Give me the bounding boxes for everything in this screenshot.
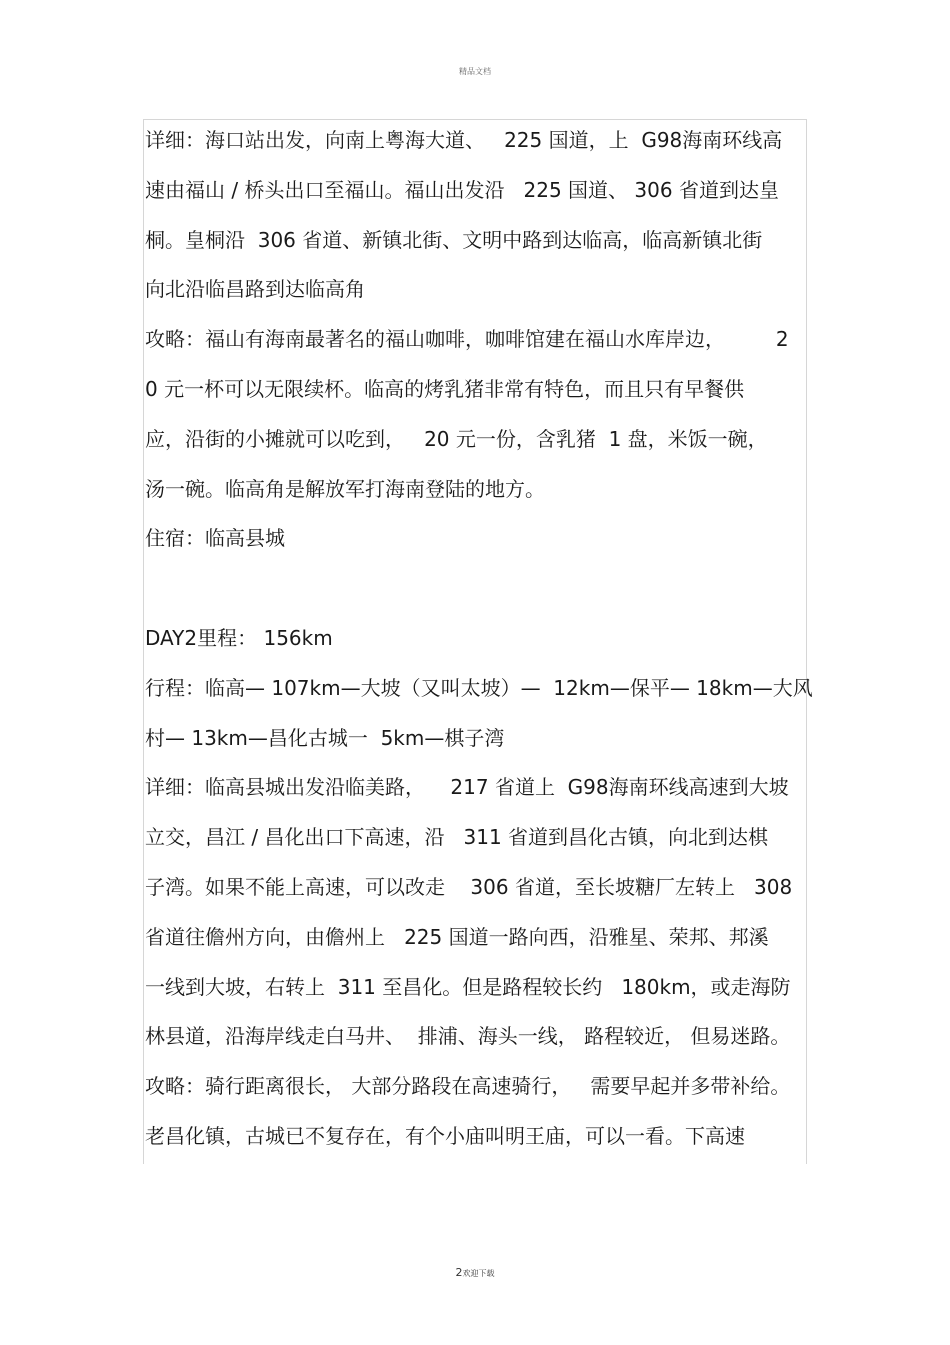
document-body [145,116,815,1162]
text-line: 攻略：福山有海南最著名的福山咖啡，咖啡馆建在福山水库岸边， 2 [145,327,789,352]
text-line: 0 元一杯可以无限续杯。临高的烤乳猪非常有特色，而且只有早餐供 [145,376,745,401]
text-line: 详细：临高县城出发沿临美路， 217 省道上 G98海南环线高速到大坡 [145,775,789,800]
page-frame-left-border [143,119,144,1164]
header-watermark: 精品文档 [459,67,491,76]
text-line: 子湾。如果不能上高速，可以改走 306 省道，至长坡糖厂左转上 308 [145,874,793,899]
text-line: 向北沿临昌路到达临高角 [145,277,365,302]
text-line: 老昌化镇，古城已不复存在，有个小庙叫明王庙，可以一看。下高速 [145,1123,745,1148]
footer [0,1261,950,1280]
text-line: 省道往儋州方向，由儋州上 225 国道一路向西，沿雅星、荣邦、邦溪 [145,924,769,949]
text-line: 住宿：临高县城 [145,526,285,551]
text-line: 一线到大坡，右转上 311 至昌化。但是路程较长约 180km，或走海防 [145,974,791,999]
page-number: 2 [455,1266,463,1279]
text-line: 攻略：骑行距离很长， 大部分路段在高速骑行， 需要早起并多带补给。 [145,1074,791,1099]
text-line: DAY2里程： 156km [145,625,333,650]
text-line: 桐。皇桐沿 306 省道、新镇北街、文明中路到达临高，临高新镇北街 [145,227,763,252]
text-line: 村— 13km—昌化古城一 5km—棋子湾 [145,725,505,750]
footer-text: 欢迎下载 [462,1269,495,1278]
text-line: 速由福山 / 桥头出口至福山。福山出发沿 225 国道、 306 省道到达皇 [145,177,779,202]
text-line: 立交，昌江 / 昌化出口下高速，沿 311 省道到昌化古镇，向北到达棋 [145,825,769,850]
text-line: 应，沿街的小摊就可以吃到， 20 元一份，含乳猪 1 盘，米饭一碗， [145,426,768,451]
text-line: 林县道，沿海岸线走白马井、 排浦、海头一线， 路程较近， 但易迷路。 [145,1024,791,1049]
text-line: 行程：临高— 107km—大坡（又叫太坡）— 12km—保平— 18km—大风 [145,675,813,700]
blank-line [145,564,815,614]
text-line: 详细：海口站出发，向南上粤海大道、 225 国道，上 G98海南环线高 [145,128,783,152]
text-line: 汤一碗。临高角是解放军打海南登陆的地方。 [145,476,545,501]
